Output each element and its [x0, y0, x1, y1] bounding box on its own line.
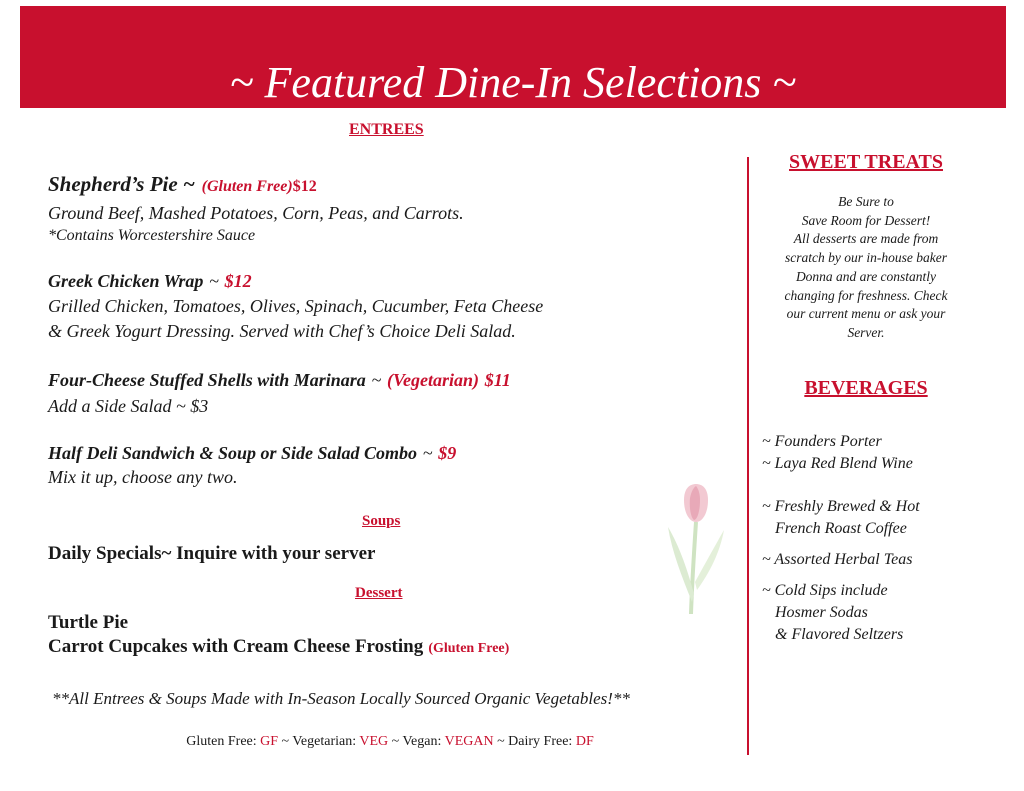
sweet-treats-text — [764, 193, 968, 343]
dessert-item: Carrot Cupcakes with Cream Cheese Frosting — [48, 636, 424, 657]
dessert-item-carrot-cupcakes — [48, 636, 509, 658]
beverage-item: Hosmer Sodas — [775, 604, 868, 621]
sweet-treats-line: changing for freshness. Check — [784, 287, 948, 303]
dietary-legend — [0, 734, 780, 750]
beverage-item: ~ Laya Red Blend Wine — [762, 455, 913, 472]
separator: ~ — [209, 271, 219, 291]
item-description: Add a Side Salad ~ $3 — [48, 396, 209, 416]
page-title: ~ Featured Dine-In Selections ~ — [229, 58, 797, 107]
tulip-icon — [664, 482, 728, 617]
menu-item-stuffed-shells — [48, 370, 511, 391]
item-description: Mix it up, choose any two. — [48, 467, 238, 487]
sweet-treats-line: scratch by our in-house baker — [785, 250, 947, 266]
legend-code: GF — [260, 734, 279, 749]
beverage-item: ~ Cold Sips include — [762, 582, 888, 599]
dessert-item: Turtle Pie — [48, 612, 129, 633]
sweet-treats-line: our current menu or ask your — [786, 306, 946, 322]
soups-daily-specials: Daily Specials~ Inquire with your server — [48, 543, 376, 564]
menu-item-shepherds-pie — [48, 172, 317, 197]
column-divider — [747, 157, 749, 755]
soups-heading: Soups — [362, 513, 401, 529]
dietary-tag: (Gluten Free) — [201, 178, 293, 195]
item-price: $12 — [224, 271, 252, 291]
beverages-heading: BEVERAGES — [804, 377, 928, 399]
legend-label: Gluten Free: — [186, 734, 257, 749]
item-description: Ground Beef, Mashed Potatoes, Corn, Peas, and Carrots. — [48, 203, 464, 223]
item-description: Grilled Chicken, Tomatoes, Olives, Spinach, Cucumber, Feta Cheese — [48, 296, 544, 316]
item-description: & Greek Yogurt Dressing. Served with Chef’s Choice Deli Salad. — [48, 321, 516, 341]
sweet-treats-line: Donna and are constantly — [795, 268, 937, 284]
menu-item-half-deli-combo — [48, 443, 456, 464]
legend-code: DF — [575, 734, 594, 749]
beverage-item: ~ Founders Porter — [762, 433, 882, 450]
item-price: $11 — [484, 370, 511, 390]
header-banner — [20, 6, 1006, 108]
legend-label: ~ Vegetarian: — [281, 734, 357, 749]
menu-item-greek-chicken-wrap — [48, 271, 252, 292]
item-name: Shepherd’s Pie ~ — [48, 172, 195, 196]
legend-label: ~ Vegan: — [391, 734, 442, 749]
separator: ~ — [371, 370, 382, 390]
beverage-item: ~ Freshly Brewed & Hot — [762, 498, 920, 515]
item-price: $12 — [292, 178, 317, 195]
item-name: Four-Cheese Stuffed Shells with Marinara — [48, 370, 366, 390]
sweet-treats-heading: SWEET TREATS — [789, 151, 943, 173]
legend-code: VEG — [359, 734, 389, 749]
dessert-heading: Dessert — [355, 585, 403, 601]
sweet-treats-line: Server. — [847, 324, 885, 340]
sweet-treats-line: Save Room for Dessert! — [801, 212, 931, 228]
item-price: $9 — [438, 443, 457, 463]
item-name: Half Deli Sandwich & Soup or Side Salad Combo — [48, 443, 418, 463]
item-note: *Contains Worcestershire Sauce — [48, 227, 256, 244]
dietary-tag: (Vegetarian) — [386, 370, 479, 390]
beverage-item: & Flavored Seltzers — [775, 626, 904, 643]
entrees-heading: ENTREES — [349, 121, 424, 138]
dietary-tag: (Gluten Free) — [428, 641, 510, 656]
footnote: **All Entrees & Soups Made with In-Season Locally Sourced Organic Vegetables!** — [52, 689, 630, 708]
legend-label: ~ Dairy Free: — [497, 734, 573, 749]
beverage-item: ~ Assorted Herbal Teas — [762, 551, 913, 568]
beverage-item: French Roast Coffee — [775, 520, 907, 537]
separator: ~ — [422, 443, 433, 463]
legend-code: VEGAN — [444, 734, 494, 749]
item-name: Greek Chicken Wrap — [48, 271, 204, 291]
sweet-treats-line: Be Sure to — [838, 194, 894, 209]
sweet-treats-line: All desserts are made from — [793, 231, 939, 247]
